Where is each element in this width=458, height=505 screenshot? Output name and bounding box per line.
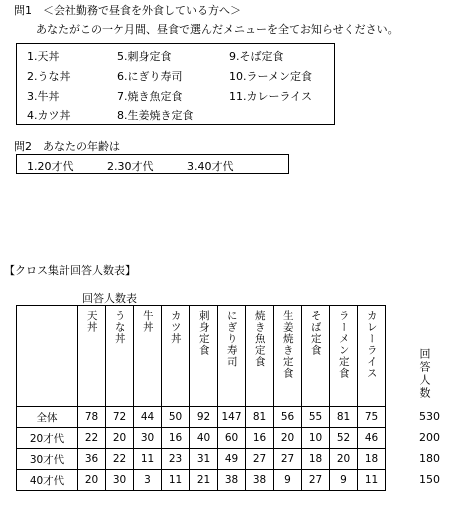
table-cell: 10 <box>302 428 330 449</box>
table-cell: 52 <box>330 428 358 449</box>
table-cell: 20 <box>330 449 358 470</box>
cross-table <box>16 305 386 491</box>
q1-option: 10.ラーメン定食 <box>229 70 312 83</box>
column-header: うな丼 <box>106 306 134 407</box>
table-cell: 21 <box>190 470 218 491</box>
table-corner-cell <box>17 306 78 407</box>
table-cell: 78 <box>78 407 106 428</box>
table-cell: 11 <box>358 470 386 491</box>
table-cell: 81 <box>330 407 358 428</box>
table-cell: 16 <box>162 428 190 449</box>
q1-option: 4.カツ丼 <box>27 109 71 122</box>
table-cell: 55 <box>302 407 330 428</box>
table-cell: 49 <box>218 449 246 470</box>
row-total: 200 <box>419 431 440 444</box>
q1-options-box <box>16 43 335 125</box>
table-row <box>17 407 386 428</box>
row-label: 20才代 <box>17 428 78 449</box>
column-header: 天丼 <box>78 306 106 407</box>
table-caption: 回答人数表 <box>82 292 137 305</box>
row-label: 全体 <box>17 407 78 428</box>
row-total: 180 <box>419 452 440 465</box>
table-cell: 56 <box>274 407 302 428</box>
row-total: 150 <box>419 473 440 486</box>
table-cell: 16 <box>246 428 274 449</box>
q1-heading: 問1 ＜会社勤務で昼食を外食している方へ＞ <box>14 4 241 17</box>
table-cell: 38 <box>246 470 274 491</box>
q2-option: 2.30才代 <box>107 160 154 173</box>
column-header: そば定食 <box>302 306 330 407</box>
table-cell: 22 <box>106 449 134 470</box>
row-total: 530 <box>419 410 440 423</box>
q1-option: 5.刺身定食 <box>117 50 172 63</box>
q1-option: 2.うな丼 <box>27 70 71 83</box>
column-header: にぎり寿司 <box>218 306 246 407</box>
table-cell: 36 <box>78 449 106 470</box>
table-row <box>17 470 386 491</box>
q2-option: 1.20才代 <box>27 160 74 173</box>
table-cell: 92 <box>190 407 218 428</box>
q1-option: 6.にぎり寿司 <box>117 70 183 83</box>
column-header: カツ丼 <box>162 306 190 407</box>
table-cell: 9 <box>274 470 302 491</box>
column-header: 牛丼 <box>134 306 162 407</box>
section-title: 【クロス集計回答人数表】 <box>4 264 136 277</box>
q2-options-box <box>16 154 289 174</box>
table-cell: 30 <box>106 470 134 491</box>
table-cell: 60 <box>218 428 246 449</box>
column-header: 焼き魚定食 <box>246 306 274 407</box>
table-cell: 27 <box>302 470 330 491</box>
table-row <box>17 428 386 449</box>
column-header: ラーメン定食 <box>330 306 358 407</box>
row-label: 30才代 <box>17 449 78 470</box>
table-cell: 40 <box>190 428 218 449</box>
column-header: 生姜焼き定食 <box>274 306 302 407</box>
q1-option: 1.天丼 <box>27 50 60 63</box>
table-cell: 81 <box>246 407 274 428</box>
table-cell: 20 <box>106 428 134 449</box>
table-cell: 18 <box>302 449 330 470</box>
q2-option: 3.40才代 <box>187 160 234 173</box>
table-cell: 72 <box>106 407 134 428</box>
table-cell: 18 <box>358 449 386 470</box>
table-header-row <box>17 306 386 407</box>
q1-option: 3.牛丼 <box>27 90 60 103</box>
q1-option: 8.生姜焼き定食 <box>117 109 194 122</box>
table-cell: 23 <box>162 449 190 470</box>
table-cell: 20 <box>78 470 106 491</box>
table-cell: 27 <box>274 449 302 470</box>
column-header: 刺身定食 <box>190 306 218 407</box>
table-cell: 75 <box>358 407 386 428</box>
table-cell: 44 <box>134 407 162 428</box>
table-cell: 9 <box>330 470 358 491</box>
table-cell: 38 <box>218 470 246 491</box>
row-label: 40才代 <box>17 470 78 491</box>
q1-option: 9.そば定食 <box>229 50 284 63</box>
table-cell: 31 <box>190 449 218 470</box>
table-cell: 27 <box>246 449 274 470</box>
q1-option: 11.カレーライス <box>229 90 313 103</box>
table-cell: 22 <box>78 428 106 449</box>
table-cell: 50 <box>162 407 190 428</box>
table-cell: 46 <box>358 428 386 449</box>
table-cell: 11 <box>134 449 162 470</box>
q1-instruction: あなたがこの一ケ月間、昼食で選んだメニューを全てお知らせください。 <box>36 23 399 36</box>
table-cell: 20 <box>274 428 302 449</box>
table-cell: 30 <box>134 428 162 449</box>
table-row <box>17 449 386 470</box>
total-header: 回答人数 <box>418 348 431 400</box>
table-cell: 11 <box>162 470 190 491</box>
table-cell: 3 <box>134 470 162 491</box>
column-header: カレーライス <box>358 306 386 407</box>
q1-option: 7.焼き魚定食 <box>117 90 183 103</box>
q2-heading: 問2 あなたの年齢は <box>14 140 120 153</box>
table-cell: 147 <box>218 407 246 428</box>
